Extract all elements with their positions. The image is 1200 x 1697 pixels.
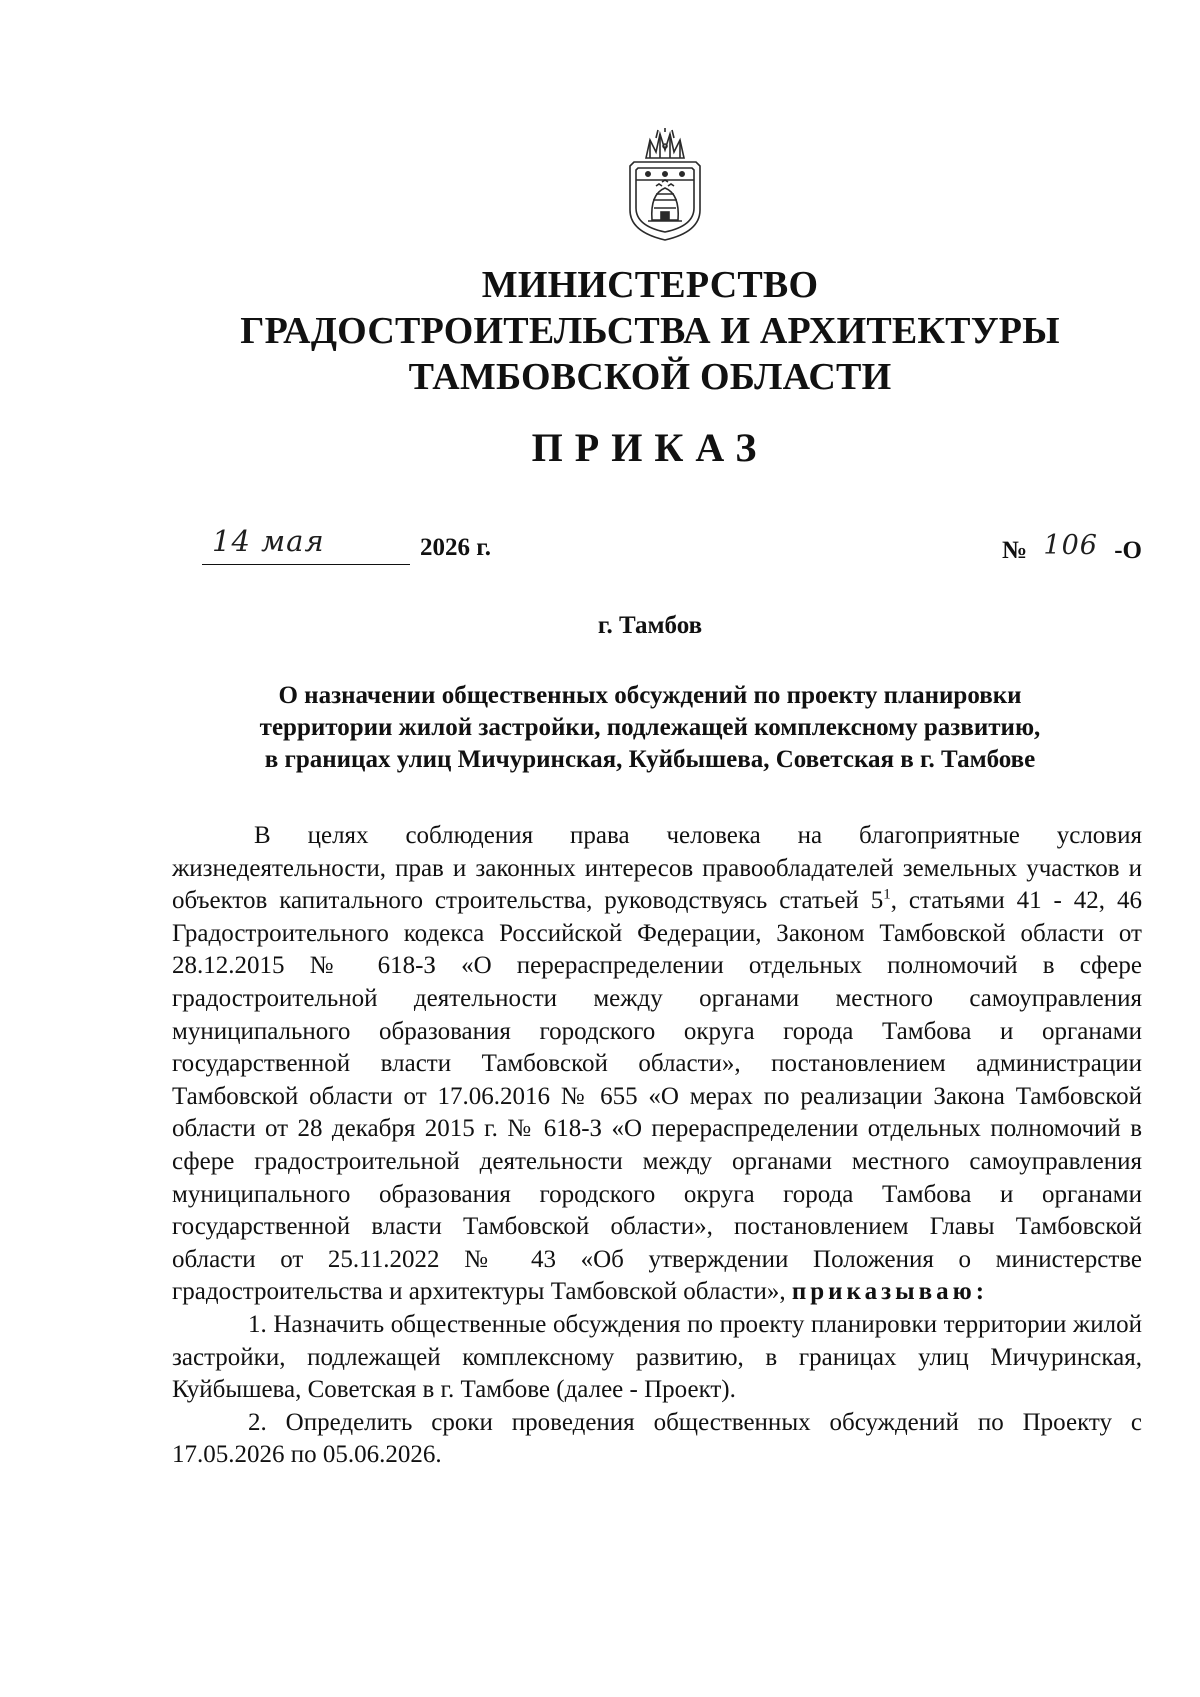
document-type-title: ПРИКАЗ <box>531 425 769 470</box>
handwritten-date: 14 мая <box>212 524 325 558</box>
document-body <box>172 820 1142 1472</box>
ministry-header-line2: ГРАДОСТРОИТЕЛЬСТВА И АРХИТЕКТУРЫ <box>240 310 1060 352</box>
order-number <box>1002 530 1142 565</box>
document-subject <box>170 680 1130 776</box>
date-field <box>202 524 410 565</box>
year-label: 2026 г. <box>420 534 492 561</box>
preamble-text-part2: , статьями 41 - 42, 46 Градостроительного кодекса Российской Федерации, Законом Тамбовской области от 28.12.2015 № 618-З «О перераспределении отдельных полномочий в сфере градостроительной деятельности между органами местного самоуправления муниципального образования городского округа города Тамбова и органами государственной власти Тамбовской области», постановлением администрации Тамбовской области от 17.06.2016 № 655 «О мерах по реализации Закона Тамбовской области от 28 декабря 2015 г. № 618-З «О перераспределении отдельных полномочий в сфере градостроительной деятельности между органами местного самоуправления муниципального образования городского округа города Тамбова и органами государственной власти Тамбовской области», постановлением Главы Тамбовской области от 25.11.2022 № 43 «Об утверждении Положения о министерстве градостроительства и архитектуры Тамбовской области», <box>172 887 1142 1306</box>
number-suffix: -О <box>1114 537 1142 564</box>
city-label: г. Тамбов <box>597 612 703 639</box>
order-item-2: 2. Определить сроки проведения общественных обсуждений по Проекту с 17.05.2026 по 05.06.2026. <box>172 1408 1142 1469</box>
preamble-text-part1: В целях соблюдения права человека на благоприятные условия жизнедеятельности, прав и законных интересов правообладателей земельных участков и объектов капитального строительства, руководствуясь статьей 5 <box>172 822 1142 915</box>
subject-line2: территории жилой застройки, подлежащей комплексному развитию, <box>259 714 1041 741</box>
subject-line1: О назначении общественных обсуждений по проекту планировки <box>278 682 1022 709</box>
ministry-header <box>150 262 1150 400</box>
tambov-coat-of-arms-icon <box>620 128 710 244</box>
ministry-header-line3: ТАМБОВСКОЙ ОБЛАСТИ <box>408 356 892 398</box>
handwritten-number: 106 <box>1043 530 1098 561</box>
date-number-row <box>172 524 1142 568</box>
preamble-superscript: 1 <box>883 886 891 903</box>
ministry-header-line1: МИНИСТЕРСТВО <box>481 264 819 306</box>
preamble-paragraph <box>172 820 1142 1309</box>
decree-word: приказываю: <box>791 1278 989 1306</box>
number-sign: № <box>1002 537 1028 564</box>
order-item-1: 1. Назначить общественные обсуждения по проекту планировки территории жилой застройки, подлежащей комплексному развитию, в границах улиц Мичуринская, Куйбышева, Советская в г. Тамбове (далее - Проект). <box>172 1310 1142 1404</box>
subject-line3: в границах улиц Мичуринская, Куйбышева, Советская в г. Тамбове <box>264 746 1036 773</box>
